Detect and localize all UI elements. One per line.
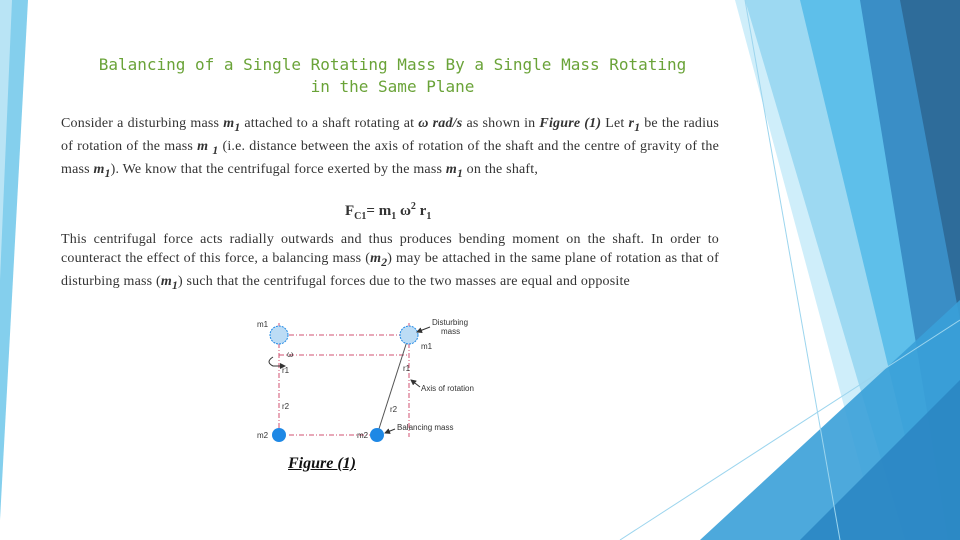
subscript: 1 xyxy=(391,211,397,222)
symbol-m1: m xyxy=(197,138,209,154)
figure-reference: Figure (1) xyxy=(539,116,602,131)
figure-caption xyxy=(288,455,356,473)
subscript: 1 xyxy=(426,211,432,222)
subscript: 1 xyxy=(234,120,241,134)
text: (i.e. distance between the axis of rotation of the shaft and the centre of gravity of the mass xyxy=(61,138,719,177)
text: This centrifugal force acts radially outwards and thus produces bending moment on the shaft. In order to counteract the effect of this force, a balancing mass ( xyxy=(61,232,719,266)
subscript: 1 xyxy=(212,143,219,157)
balancing-mass-right xyxy=(370,428,384,442)
label-m1-left: m1 xyxy=(257,320,269,329)
pointer-balancing xyxy=(385,429,395,433)
text: Let xyxy=(601,116,629,131)
unit-rads: rad/s xyxy=(428,116,463,131)
symbol-m1: m xyxy=(445,161,457,177)
pointer-axis xyxy=(411,380,420,387)
symbol-omega: ω xyxy=(418,116,429,131)
label-balancing: Balancing mass xyxy=(397,423,454,432)
text: on the shaft, xyxy=(462,161,539,177)
text: attached to a shaft rotating at xyxy=(240,116,419,131)
subscript: 1 xyxy=(634,120,641,134)
formula-omega: ω xyxy=(396,203,411,219)
pointer-disturbing xyxy=(417,327,430,332)
label-r1-right: r1 xyxy=(403,364,411,373)
formula-eq: = m xyxy=(366,203,392,219)
paragraph-intro xyxy=(61,114,719,182)
superscript: 2 xyxy=(410,201,416,212)
page-title: Balancing of a Single Rotating Mass By a Single Mass Rotating in the Same Plane xyxy=(98,55,687,96)
symbol-m1: m xyxy=(93,161,105,177)
symbol-m2: m xyxy=(370,251,382,266)
centrifugal-force-formula xyxy=(345,201,431,222)
label-m2-right: m2 xyxy=(357,431,369,440)
text: be the radius of rotation of the mass xyxy=(61,116,720,154)
subscript: C1 xyxy=(354,211,367,222)
text: ). We know that the centrifugal force exerted by the mass xyxy=(110,161,446,177)
label-r2-right: r2 xyxy=(390,405,398,414)
disturbing-mass-left xyxy=(270,326,288,344)
rotation-arrow-icon xyxy=(269,357,285,366)
paragraph-balancing xyxy=(61,230,719,295)
formula-r: r xyxy=(415,203,427,219)
figure-caption-text: Figure (1) xyxy=(288,455,356,472)
tilted-shaft xyxy=(377,335,409,435)
label-disturbing-1: Disturbing xyxy=(432,318,469,327)
symbol-m1: m xyxy=(160,273,172,289)
formula-lhs: F xyxy=(345,203,355,219)
text: ) may be attached in the same plane of rotation as that of disturbing mass ( xyxy=(61,251,719,289)
subscript: 1 xyxy=(456,166,463,180)
label-m1-right: m1 xyxy=(421,342,433,351)
label-m2-left: m2 xyxy=(257,431,269,440)
symbol-r1: r xyxy=(628,116,635,131)
balancing-diagram xyxy=(245,305,485,450)
label-disturbing-2: mass xyxy=(441,327,461,336)
disturbing-mass-right xyxy=(400,326,418,344)
text: Consider a disturbing mass xyxy=(61,116,224,131)
label-axis: Axis of rotation xyxy=(421,384,474,393)
subscript: 1 xyxy=(171,278,178,292)
symbol-m1: m xyxy=(223,116,235,131)
label-r2-left: r2 xyxy=(282,402,290,411)
balancing-mass-left xyxy=(272,428,286,442)
subscript: 2 xyxy=(381,255,388,269)
text: ) such that the centrifugal forces due to the two masses are equal and opposite xyxy=(177,273,630,289)
label-omega: ω xyxy=(287,350,294,359)
label-r1-left: r1 xyxy=(282,366,290,375)
subscript: 1 xyxy=(104,166,111,180)
text: as shown in xyxy=(462,116,540,131)
